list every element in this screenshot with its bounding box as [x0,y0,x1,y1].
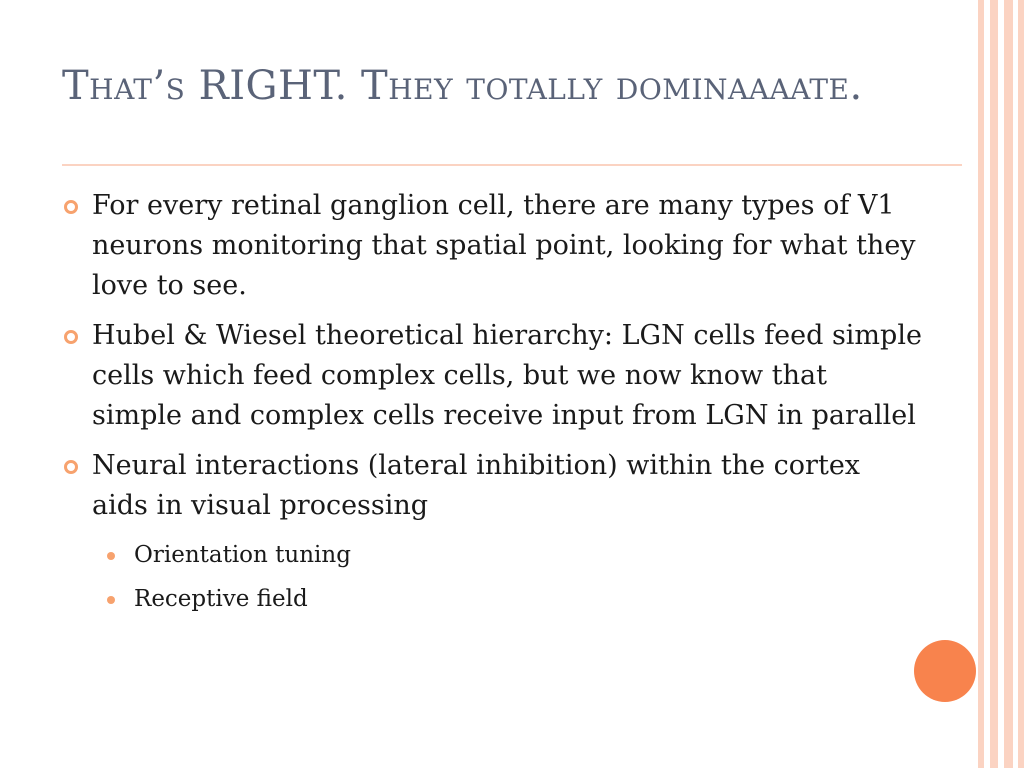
slide-title: That’s RIGHT. They totally dominaaaate. [62,63,863,109]
sub-bullet-text: Orientation tuning [134,542,351,568]
ring-bullet-icon [64,200,78,214]
edge-stripe [990,0,998,768]
bullet-item [62,316,922,436]
title-divider [62,164,962,166]
ring-bullet-icon [64,460,78,474]
slide-body [62,186,922,624]
bullet-item [62,186,922,306]
ring-bullet-icon [64,330,78,344]
sub-bullet-item [62,580,922,618]
edge-stripe [978,0,984,768]
orange-circle-decoration [914,640,976,702]
bullet-item [62,446,922,526]
sub-bullet-item [62,536,922,574]
bullet-text: Neural interactions (lateral inhibition) within the cortex aids in visual processing [92,450,861,521]
dot-bullet-icon [107,552,115,560]
dot-bullet-icon [107,596,115,604]
bullet-text: For every retinal ganglion cell, there are many types of V1 neurons monitoring that spatial point, looking for what they love to see. [92,190,916,301]
edge-stripe [1004,0,1013,768]
edge-stripe [1018,0,1024,768]
bullet-text: Hubel & Wiesel theoretical hierarchy: LGN cells feed simple cells which feed complex cells, but we now know that simple and complex cells receive input from LGN in parallel [92,320,922,431]
sub-bullet-text: Receptive field [134,586,308,612]
